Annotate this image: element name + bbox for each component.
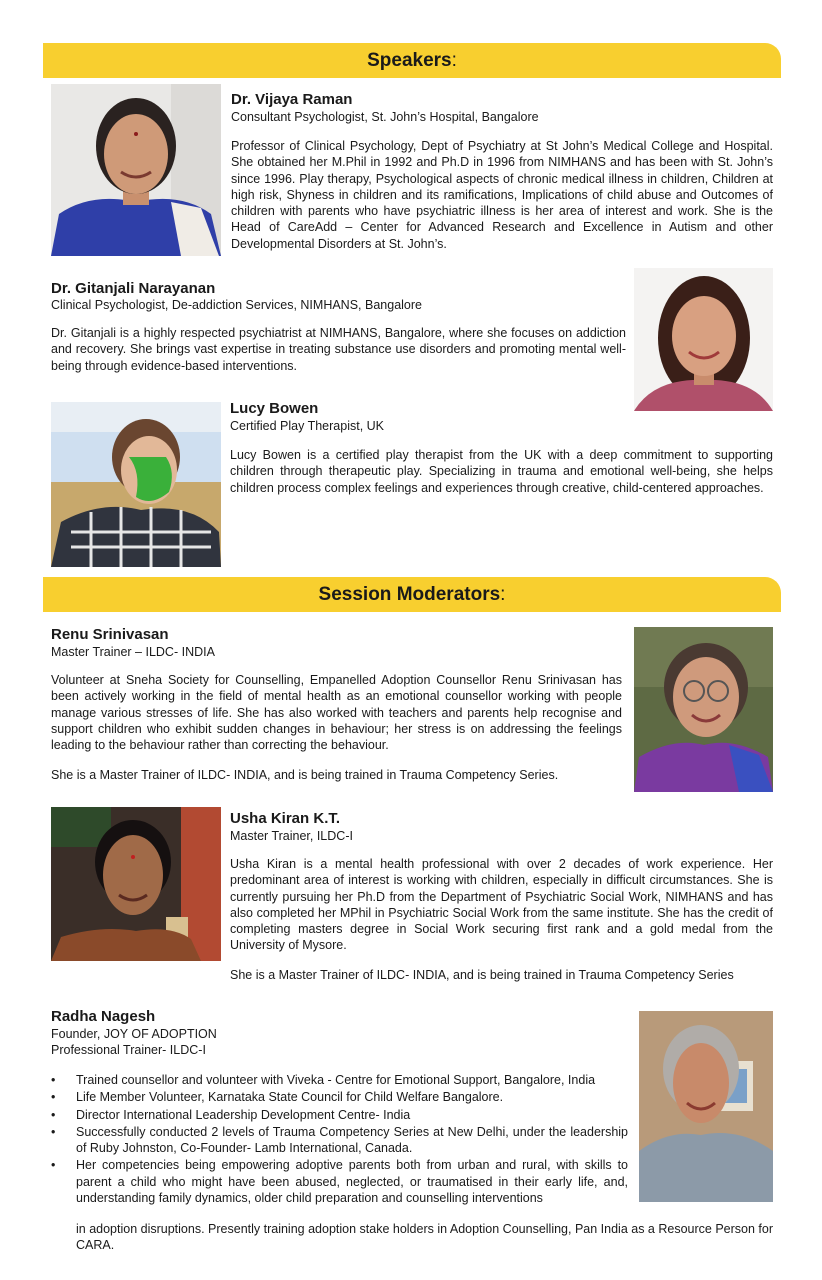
moderator-bio: Usha Kiran is a mental health professional with over 2 decades of work experience. Her predominant area of interest is working with children, especially in difficult circumstances. She is currently pursuing her Ph.D from the Department of Psychiatric Social Work, NIMHANS and has also completed her MPhil in Psychiatric Social Work from the same institute. She has the credit of completing masters degree in Social Work securing first rank and a gold medal from the University of Mysore.: [230, 857, 773, 953]
list-item: • Successfully conducted 2 levels of Trauma Competency Series at New Delhi, under the leadership of Ruby Johnston, Co-Founder- Lamb International, Canada.: [51, 1124, 628, 1156]
moderator-name: Renu Srinivasan: [51, 626, 169, 643]
moderator-role: Founder, JOY OF ADOPTION: [51, 1027, 217, 1041]
list-item: • Trained counsellor and volunteer with Viveka - Centre for Emotional Support, Bangalore, India: [51, 1073, 596, 1087]
gitanjali-narayanan-photo: [634, 268, 773, 411]
speaker-name: Lucy Bowen: [230, 400, 319, 417]
moderators-heading: Session Moderators:: [43, 577, 781, 612]
speaker-bio: Lucy Bowen is a certified play therapist from the UK with a deep commitment to supporting children through therapeutic play. Specializing in trauma and emotional well-being, she helps children process complex feelings and experiences through creative, child-centered approaches.: [230, 448, 773, 495]
renu-srinivasan-photo: [634, 627, 773, 792]
speaker-name: Dr. Gitanjali Narayanan: [51, 280, 216, 297]
speaker-bio: Professor of Clinical Psychology, Dept of Psychiatry at St John’s Medical College and Hospital. She obtained her M.Phil in 1992 and Ph.D in 1996 from NIMHANS and has been with St. John’s since 1996. Play therapy, Psychological aspects of chronic medical illness in children, Children at high risk, Shyness in children and its ramifications, Implications of child abuse and Outcomes of children with parents who have psychiatric illness is her area of interest and work. She is the Head of CareAdd – Center for Advanced Research and Excellence in Autism and other Developmental Disorders at St. John’s.: [231, 139, 773, 251]
moderator-name: Radha Nagesh: [51, 1008, 156, 1025]
moderator-role-secondary: Professional Trainer- ILDC-I: [51, 1043, 206, 1057]
lucy-bowen-photo: [51, 402, 221, 567]
speaker-name: Dr. Vijaya Raman: [231, 91, 353, 108]
moderator-note: She is a Master Trainer of ILDC- INDIA, and is being trained in Trauma Competency Series: [230, 968, 734, 982]
bullet-continuation: in adoption disruptions. Presently training adoption stake holders in Adoption Counselling, Pan India as a Resource Person for CARA.: [76, 1222, 773, 1253]
list-item: • Life Member Volunteer, Karnataka State Council for Child Welfare Bangalore.: [51, 1090, 504, 1105]
moderator-bio: Volunteer at Sneha Society for Counselling, Empanelled Adoption Counsellor Renu Srinivasan has been actively working in the field of mental health as an emotional counsellor working with people manage various stresses of life. She has also worked with teachers and parents help recognise and support children who exhibit sudden changes in behaviour; her stress is on addressing the feelings leading to the behaviour rather than correcting the behaviour.: [51, 673, 622, 753]
list-item: • Director International Leadership Development Centre- India: [51, 1107, 411, 1122]
moderator-name: Usha Kiran K.T.: [230, 810, 341, 827]
speaker-bio: Dr. Gitanjali is a highly respected psychiatrist at NIMHANS, Bangalore, where she focuses on addiction and recovery. She brings vast expertise in treating substance use disorders and promoting mental well-being through evidence-based interventions.: [51, 326, 626, 373]
vijaya-raman-photo: [51, 84, 221, 256]
speaker-role: Certified Play Therapist, UK: [230, 419, 384, 433]
radha-nagesh-bullet-list: [51, 1072, 628, 1207]
list-item: • Her competencies being empowering adoptive parents both from urban and rural, with skills to parent a child who might have been abused, neglected, or traumatised in their early life, and, understanding family dynamics, older child preparation and counselling interventions: [51, 1158, 628, 1206]
speaker-role: Consultant Psychologist, St. John’s Hospital, Bangalore: [231, 110, 539, 124]
moderator-role: Master Trainer – ILDC- INDIA: [51, 645, 215, 659]
radha-nagesh-photo: [639, 1011, 773, 1202]
usha-kiran-photo: [51, 807, 221, 961]
speakers-heading: Speakers:: [43, 43, 781, 78]
moderator-note: She is a Master Trainer of ILDC- INDIA, and is being trained in Trauma Competency Series.: [51, 768, 559, 782]
speaker-role: Clinical Psychologist, De-addiction Services, NIMHANS, Bangalore: [51, 298, 422, 312]
moderator-role: Master Trainer, ILDC-I: [230, 829, 353, 843]
